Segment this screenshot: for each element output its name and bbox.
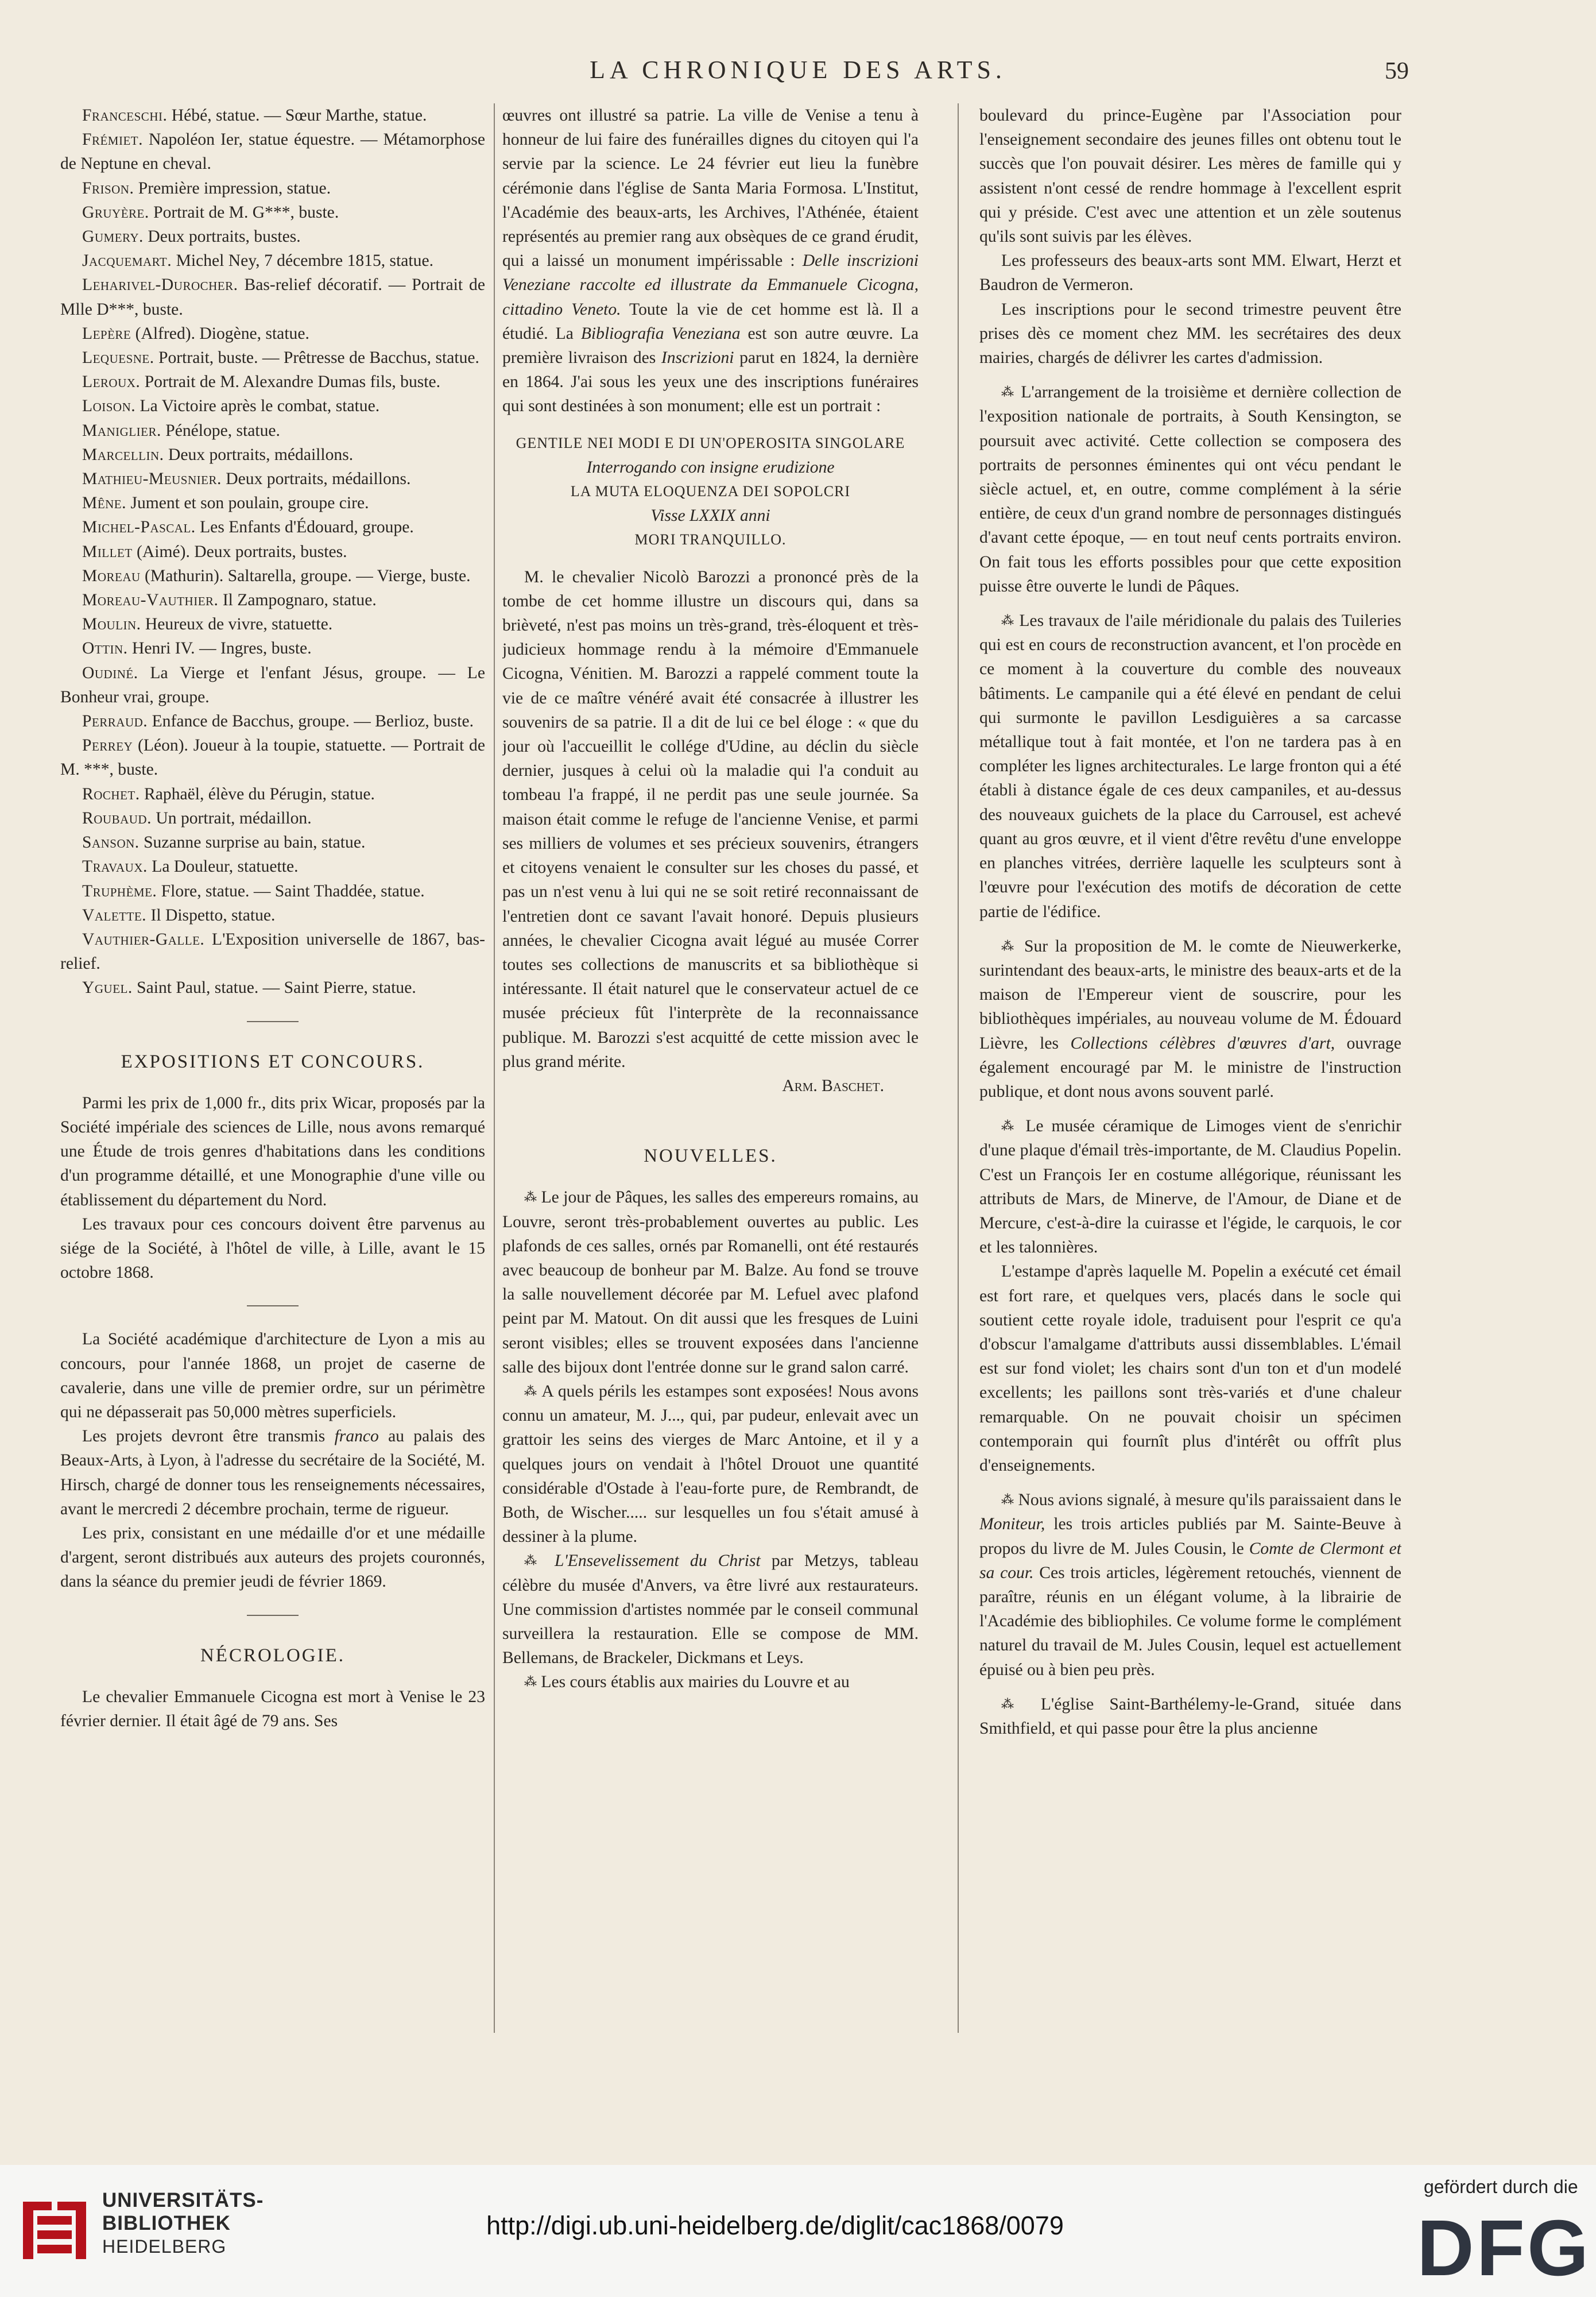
- work-description: Un portrait, médaillon.: [151, 809, 312, 827]
- work-description: Il Zampognaro, statue.: [218, 591, 377, 610]
- exhibitor-entry: [60, 564, 485, 588]
- asterism-icon: ⁂: [1001, 938, 1017, 953]
- artist-name: Moreau: [82, 566, 141, 585]
- exhibitor-entry: [60, 636, 485, 660]
- exhibitor-entry: [60, 467, 485, 491]
- work-description: (Léon). Joueur à la toupie, statuette. — Portrait de M. ***, buste.: [60, 736, 485, 779]
- asterism-icon: ⁂: [524, 1383, 538, 1398]
- artist-name: Oudiné.: [82, 663, 138, 682]
- news-item: [502, 1379, 919, 1549]
- paragraph: La Société académique d'architecture de Lyon a mis au concours, pour l'année 1868, un projet de caserne de cavalerie, dans une ville de premier ordre, sur un périmètre qui ne dépasserait pas 50,000 mètres superficiels.: [60, 1330, 485, 1421]
- exhibitor-entry: [60, 249, 485, 273]
- inscription-line: GENTILE NEI MODI E DI UN'OPEROSITA SINGOLARE: [516, 434, 905, 451]
- exhibitor-list: [60, 103, 485, 1000]
- news-item: [979, 1488, 1401, 1682]
- work-description: Saint Paul, statue. — Saint Pierre, statue.: [132, 979, 416, 997]
- text-run: Nous avions signalé, à mesure qu'ils paraissaient dans le: [1018, 1491, 1401, 1510]
- artist-name: Frison.: [82, 179, 134, 198]
- artist-name: Roubaud.: [82, 809, 152, 827]
- asterism-icon: ⁂: [524, 1553, 544, 1568]
- text-run: Les cours établis aux mairies du Louvre et au: [541, 1673, 850, 1692]
- work-description: Heureux de vivre, statuette.: [141, 615, 333, 634]
- column-2: [502, 103, 919, 2033]
- text-run: Les projets devront être transmis: [82, 1427, 335, 1446]
- work-description: Napoléon Ier, statue équestre. — Métamorphose de Neptune en cheval.: [60, 130, 485, 173]
- news-item: [502, 1185, 919, 1379]
- artist-name: Travaux.: [82, 857, 148, 876]
- italic-title: L'Ensevelissement du Christ: [554, 1552, 761, 1571]
- asterism-icon: ⁂: [1001, 385, 1016, 400]
- artist-name: Rochet.: [82, 784, 140, 803]
- text-run: L'église Saint-Barthélemy-le-Grand, située dans Smithfield, et qui passe pour être la plus ancienne: [979, 1695, 1401, 1738]
- artist-name: Maniglier.: [82, 421, 161, 440]
- artist-name: Jacquemart.: [82, 252, 172, 270]
- exhibitor-entry: [60, 540, 485, 564]
- asterism-icon: ⁂: [1001, 1119, 1018, 1134]
- artist-name: Leharivel-Durocher.: [82, 276, 238, 295]
- paragraph: Les travaux pour ces concours doivent être parvenus au siége de la Société, à l'hôtel de ville, à Lille, avant le 15 octobre 1868.: [60, 1215, 485, 1282]
- exhibitor-entry: [60, 830, 485, 854]
- work-description: Première impression, statue.: [134, 179, 331, 198]
- text-run: au palais des Beaux-Arts, à Lyon, à l'adresse du secrétaire de la Société, M. Hirsch, chargé de donner tous les renseignements nécessaires, avant le mercredi 2 décembre prochain, terme de rigueur.: [60, 1427, 485, 1518]
- text-run: Ces trois articles, légèrement retouchés, viennent de paraître, réunis en un élégant volume, à la librairie de l'Académie des bibliophiles. Ce volume forme le complément naturel du travail de M. Jules Cousin, lequel est actuellement épuisé ou à bien peu près.: [979, 1563, 1401, 1679]
- news-item: [979, 380, 1401, 598]
- artist-name: Yguel.: [82, 979, 133, 997]
- exhibitor-entry: [60, 273, 485, 321]
- section-divider: [247, 1615, 299, 1616]
- inscription-line: MORI TRANQUILLO.: [634, 531, 787, 548]
- exhibitor-entry: [60, 370, 485, 394]
- work-description: Portrait de M. Alexandre Dumas fils, buste.: [140, 373, 441, 392]
- artist-name: Loison.: [82, 397, 136, 416]
- asterism-icon: ⁂: [1001, 1696, 1025, 1711]
- asterism-icon: ⁂: [1001, 613, 1014, 628]
- page-number: 59: [1385, 58, 1409, 84]
- work-description: Flore, statue. — Saint Thaddée, statue.: [157, 881, 425, 900]
- dfg-logo: DFG: [1417, 2204, 1591, 2292]
- paragraph: boulevard du prince-Eugène par l'Association pour l'enseignement secondaire des jeunes filles ont obtenu tout le succès que l'on pouvait désirer. Les mères de famille qui y assistent n'ont cessé de rendre hommage à l'excellent esprit qui y préside. C'est avec une attention et un zèle soutenus qu'ils sont suivis par les élèves.: [979, 106, 1401, 246]
- work-description: Enfance de Bacchus, groupe. — Berlioz, buste.: [148, 712, 474, 731]
- artist-name: Mêne.: [82, 494, 127, 513]
- column-rule-1: [494, 103, 495, 2033]
- artist-name: Gruyère.: [82, 203, 149, 222]
- work-description: Portrait, buste. — Prêtresse de Bacchus, statue.: [154, 349, 479, 368]
- sponsor-caption: gefördert durch die: [1424, 2176, 1578, 2197]
- work-description: Raphaël, élève du Pérugin, statue.: [140, 784, 375, 803]
- exhibitor-entry: [60, 733, 485, 782]
- artist-name: Truphème.: [82, 881, 157, 900]
- text-run: Toute la vie de cet homme est là. Il a étudié. La: [502, 300, 919, 343]
- running-title: LA CHRONIQUE DES ARTS.: [590, 56, 1006, 84]
- artist-name: Valette.: [82, 906, 147, 925]
- exhibitor-entry: [60, 927, 485, 976]
- library-name-line1: UNIVERSITÄTS-: [102, 2189, 264, 2211]
- news-item: [502, 1549, 919, 1670]
- exhibitor-entry: [60, 879, 485, 903]
- exhibitor-entry: [60, 709, 485, 733]
- artist-name: Franceschi.: [82, 106, 168, 125]
- text-run: parut en 1824, la dernière en 1864. J'ai sous les yeux une des inscriptions funéraires qui sont destinées à son monument; elle est un portrait :: [502, 349, 919, 416]
- section-heading-nouvelles: NOUVELLES.: [644, 1146, 777, 1167]
- artist-name: Gumery.: [82, 227, 144, 246]
- exhibitor-entry: [60, 176, 485, 200]
- column-rule-2: [958, 103, 959, 2033]
- artist-name: Frémiet.: [82, 130, 144, 149]
- page-header: [0, 55, 1596, 101]
- news-item: [979, 934, 1401, 1104]
- paragraph: Le chevalier Emmanuele Cicogna est mort à Venise le 23 février dernier. Il était âgé de 79 ans. Ses: [60, 1687, 485, 1730]
- exhibitor-entry: [60, 322, 485, 346]
- exhibitor-entry: [60, 103, 485, 127]
- text-run: est son autre œuvre. La première livraison des: [502, 324, 919, 368]
- text-run: Les travaux de l'aile méridionale du palais des Tuileries qui est en cours de reconstruction avancent, et l'on procède en ce moment à la couverture du comble des nouveaux bâtiments. Le campanile qui a été élevé en pendant de celui qui surmonte le pavillon Lesdiguières a sa carcasse métallique tout à fait montée, et l'on ne tardera pas à en compléter les lignes architecturales. Le large fronton qui a été établi à distance égale de ces deux campaniles, et au-dessus des nouveaux guichets de la place du Carrousel, est achevé quant au gros œuvre, et il vient d'être revêtu d'une enveloppe en planches vitrées, derrière laquelle les sculpteurs sont à l'œuvre pour l'exécution des motifs de décoration de cette partie de l'édifice.: [979, 612, 1401, 921]
- work-description: (Mathurin). Saltarella, groupe. — Vierge, buste.: [140, 566, 471, 585]
- italic-title: Inscrizioni: [661, 349, 734, 368]
- digitization-footer: [0, 2165, 1596, 2297]
- work-description: Il Dispetto, statue.: [146, 906, 276, 925]
- paragraph: Les prix, consistant en une médaille d'or et une médaille d'argent, seront distribués aux auteurs des projets couronnés, dans la séance du premier jeudi de février 1869.: [60, 1523, 485, 1591]
- exhibitor-entry: [60, 419, 485, 443]
- exhibitor-entry: [60, 903, 485, 927]
- text-run: par Metzys, tableau célèbre du musée d'Anvers, va être livré aux restaurateurs. Une commission d'artistes nommée par le conseil communal surveillera la restauration. Elle se compose de MM. Bellemans, de Brackeler, Dickmans et Leys.: [502, 1552, 919, 1668]
- asterism-icon: ⁂: [524, 1190, 537, 1205]
- work-description: Deux portraits, médaillons.: [221, 470, 411, 489]
- italic-text: franco: [334, 1427, 379, 1446]
- work-description: La Douleur, statuette.: [147, 857, 299, 876]
- exhibitor-entry: [60, 588, 485, 612]
- work-description: (Aimé). Deux portraits, bustes.: [132, 542, 347, 561]
- asterism-icon: ⁂: [1001, 1492, 1014, 1507]
- inscription-line: Visse LXXIX anni: [650, 506, 770, 525]
- news-item: [979, 1692, 1401, 1741]
- exhibitor-entry: [60, 661, 485, 709]
- paragraph: Parmi les prix de 1,000 fr., dits prix Wicar, proposés par la Société impériale des sciences de Lille, nous avons remarqué une Étude de trois genres d'habitations dans les conditions d'un programme détaillé, et une Monographie d'une ville ou établissement du département du Nord.: [60, 1093, 485, 1209]
- artist-name: Moulin.: [82, 615, 141, 634]
- section-heading-necrologie: NÉCROLOGIE.: [200, 1645, 346, 1666]
- text-run: L'arrangement de la troisième et dernière collection de l'exposition nationale de portraits, à South Kensington, se poursuit avec activité. Cette collection se composera des portraits de personnes éminentes qui ont vécu pendant le siècle actuel, et, en outre, comme complément à la série entière, de ceux d'un grand nombre de personnages distingués d'avant cette époque, — en tout neuf cents portraits environ. On fait tous les efforts possibles pour que cette exposition puisse être ouverte le lundi de Pâques.: [979, 383, 1401, 595]
- text-run: Sur la proposition de M. le comte de Nieuwerkerke, surintendant des beaux-arts, le ministre des beaux-arts et de la maison de l'Empereur vient de souscrire, pour les bibliothèques impériales, au nouveau volume de M. Édouard Lièvre, les: [979, 937, 1401, 1053]
- paragraph: M. le chevalier Nicolò Barozzi a prononcé près de la tombe de cet homme illustre un discours qui, dans sa brièveté, n'est pas moins un très-grand, très-éloquent et très-judicieux hommage rendu à la mémoire d'Emmanuele Cicogna, Vénitien. M. Barozzi a rappelé comment toute la vie de ce maître vénéré avait été consacrée à illustrer les souvenirs de sa patrie. Il a dit de lui ce bel éloge : « que du jour où l'accueillit le collége d'Udine, au déclin du siècle dernier, jusques à celui où la maladie qui l'a conduit au tombeau l'a frappé, il ne perdit pas une seule journée. Sa maison était comme le refuge de l'ancienne Venise, et parmi ses milliers de volumes et ses précieux souvenirs, étrangers et citoyens venaient le consulter sur les choses du passé, et pas un n'est venu à lui qui ne se soit retiré reconnaissant de l'entretien dont ce savant l'avait honoré. Depuis plusieurs années, le chevalier Cicogna avait légué au musée Correr toutes ses collections de manuscrits et sa bibliothèque si intéressante. Il était naturel que le conservateur actuel de ce musée précieux fût l'interprète de la reconnaissance publique. M. Barozzi s'est acquitté de cette mission avec le plus grand mérite.: [502, 567, 919, 1071]
- exhibitor-entry: [60, 491, 485, 515]
- exhibitor-entry: [60, 612, 485, 636]
- exhibitor-entry: [60, 976, 485, 1000]
- paragraph: [502, 103, 919, 419]
- paragraph: L'estampe d'après laquelle M. Popelin a exécuté cet émail est fort rare, et quelques vers, placés dans le socle qui soutient cette royale idole, traduisent pour l'esprit ce qu'a d'obscur l'amalgame d'attributs aussi dissemblables. L'émail est sur fond violet; les chairs sont d'un ton et d'un modelé excellents; les paillons sont très-variés et d'une chaleur remarquable. On ne pouvait choisir un spécimen contemporain qui fournît plus d'intérêt ou offrît plus d'enseignements.: [979, 1262, 1401, 1475]
- work-description: Les Enfants d'Édouard, groupe.: [195, 518, 414, 537]
- artist-name: Vauthier-Galle.: [82, 930, 205, 949]
- text-run: les trois articles publiés par M. Sainte-Beuve à propos du livre de M. Jules Cousin, le: [979, 1515, 1401, 1558]
- signature: Arm. Baschet.: [782, 1076, 884, 1095]
- italic-title: Moniteur,: [979, 1515, 1045, 1534]
- text-run: Le musée céramique de Limoges vient de s'enrichir d'une plaque d'émail très-importante, de M. Claudius Popelin. C'est un François Ier en costume allégorique, réunissant les attributs de Mars, de Minerve, de l'Amour, de Diane et de Mercure, c'est-à-dire la cuirasse et l'égide, le carquois, le cor et les talonnières.: [979, 1117, 1401, 1257]
- italic-title: Comte de Clermont et sa cour.: [979, 1539, 1401, 1582]
- exhibitor-entry: [60, 806, 485, 830]
- artist-name: Michel-Pascal.: [82, 518, 196, 537]
- exhibitor-entry: [60, 515, 485, 539]
- artist-name: Lequesne.: [82, 349, 154, 368]
- work-description: La Victoire après le combat, statue.: [135, 397, 380, 416]
- text-run: A quels périls les estampes sont exposées! Nous avons connu un amateur, M. J..., qui, par pudeur, enlevait avec un grattoir les seins des vierges de Marc Antoine, et il y a quelques jours on vendait à l'hôtel Drouot une quantité considérable d'Ostade à l'eau-forte pure, de Rembrandt, de Both, de Wischer..... sur lesquelles un fou s'était amusé à dessiner à la plume.: [502, 1382, 919, 1546]
- italic-title: Delle inscrizioni Veneziane raccolte ed illustrate da Emmanuele Cicogna, cittadino Veneto.: [502, 252, 919, 319]
- text-run: œuvres ont illustré sa patrie. La ville de Venise a tenu à honneur de lui faire des funérailles dignes du citoyen qui l'a servie par la science. Le 24 février eut lieu la funèbre cérémonie dans l'église de Santa Maria Formosa. L'Institut, l'Académie des beaux-arts, les Archives, l'Athénée, étaient représentés au premier rang aux obsèques de ce grand érudit, qui a laissé un monument impérissable :: [502, 106, 919, 270]
- artist-name: Leroux.: [82, 373, 141, 392]
- work-description: L'Exposition universelle de 1867, bas-relief.: [60, 930, 485, 973]
- artist-name: Millet: [82, 542, 133, 561]
- news-item: [979, 1114, 1401, 1259]
- artist-name: Perraud.: [82, 712, 148, 731]
- artist-name: Perrey: [82, 736, 133, 755]
- paragraph: Les professeurs des beaux-arts sont MM. Elwart, Herzt et Baudron de Vermeron.: [979, 252, 1401, 295]
- inscription-line: Interrogando con insigne erudizione: [586, 458, 835, 477]
- section-divider: [247, 1021, 299, 1022]
- library-name-line3: HEIDELBERG: [102, 2236, 227, 2257]
- work-description: Suzanne surprise au bain, statue.: [139, 833, 366, 852]
- artist-name: Sanson.: [82, 833, 140, 852]
- work-description: Pénélope, statue.: [161, 421, 280, 440]
- paragraph: [60, 1424, 485, 1521]
- work-description: Portrait de M. G***, buste.: [149, 203, 339, 222]
- column-1: [60, 103, 485, 2033]
- column-3: [979, 103, 1401, 2033]
- university-library-logo-icon: [17, 2190, 92, 2271]
- work-description: Michel Ney, 7 décembre 1815, statue.: [172, 252, 433, 270]
- italic-title: Bibliografia Veneziana: [580, 324, 741, 343]
- work-description: Henri IV. — Ingres, buste.: [127, 639, 312, 658]
- library-name-line2: BIBLIOTHEK: [102, 2212, 231, 2234]
- text-run: ouvrage également encouragé par M. le ministre de l'instruction publique, et dont nous avons souvent parlé.: [979, 1034, 1401, 1101]
- exhibitor-entry: [60, 394, 485, 418]
- section-divider: [247, 1305, 299, 1306]
- asterism-icon: ⁂: [524, 1675, 537, 1689]
- inscription-line: LA MUTA ELOQUENZA DEI SOPOLCRI: [570, 483, 851, 500]
- italic-title: Collections célèbres d'œuvres d'art,: [1070, 1034, 1335, 1053]
- work-description: Deux portraits, médaillons.: [164, 445, 354, 464]
- exhibitor-entry: [60, 346, 485, 370]
- news-item: [502, 1670, 919, 1694]
- text-run: Le jour de Pâques, les salles des empereurs romains, au Louvre, seront très-probablement ouvertes au public. Les plafonds de ces salles, ornés par Romanelli, ont été restaurés avec beaucoup de bonheur par M. Balze. Au fond se trouve la salle nouvellement décorée par M. Lefuel avec plafond peint par M. Matout. On dit aussi que les fresques de Luini seront visibles; elles se trouvent exposées dans l'ancienne salle des bijoux dont l'entrée donne sur le grand salon carré.: [502, 1188, 919, 1376]
- work-description: Hébé, statue. — Sœur Marthe, statue.: [167, 106, 427, 125]
- section-heading-expositions: EXPOSITIONS ET CONCOURS.: [121, 1051, 425, 1072]
- source-url-link[interactable]: http://digi.ub.uni-heidelberg.de/diglit/cac1868/0079: [486, 2211, 1064, 2240]
- exhibitor-entry: [60, 443, 485, 467]
- artist-name: Marcellin.: [82, 445, 164, 464]
- exhibitor-entry: [60, 200, 485, 225]
- artist-name: Mathieu-Meusnier.: [82, 470, 222, 489]
- news-item: [979, 609, 1401, 924]
- artist-name: Lepère: [82, 324, 131, 343]
- work-description: Deux portraits, bustes.: [143, 227, 301, 246]
- inscription-block: [502, 431, 919, 552]
- artist-name: Moreau-Vauthier.: [82, 591, 219, 610]
- exhibitor-entry: [60, 127, 485, 176]
- work-description: Jument et son poulain, groupe cire.: [126, 494, 369, 513]
- exhibitor-entry: [60, 782, 485, 806]
- work-description: La Vierge et l'enfant Jésus, groupe. — Le Bonheur vrai, groupe.: [60, 663, 485, 706]
- paragraph: Les inscriptions pour le second trimestre peuvent être prises dès ce moment chez MM. les secrétaires des deux mairies, chargés de délivrer les cartes d'admission.: [979, 300, 1401, 368]
- exhibitor-entry: [60, 854, 485, 879]
- work-description: Bas-relief décoratif. — Portrait de Mlle D***, buste.: [60, 276, 485, 319]
- work-description: (Alfred). Diogène, statue.: [131, 324, 309, 343]
- exhibitor-entry: [60, 225, 485, 249]
- artist-name: Ottin.: [82, 639, 128, 658]
